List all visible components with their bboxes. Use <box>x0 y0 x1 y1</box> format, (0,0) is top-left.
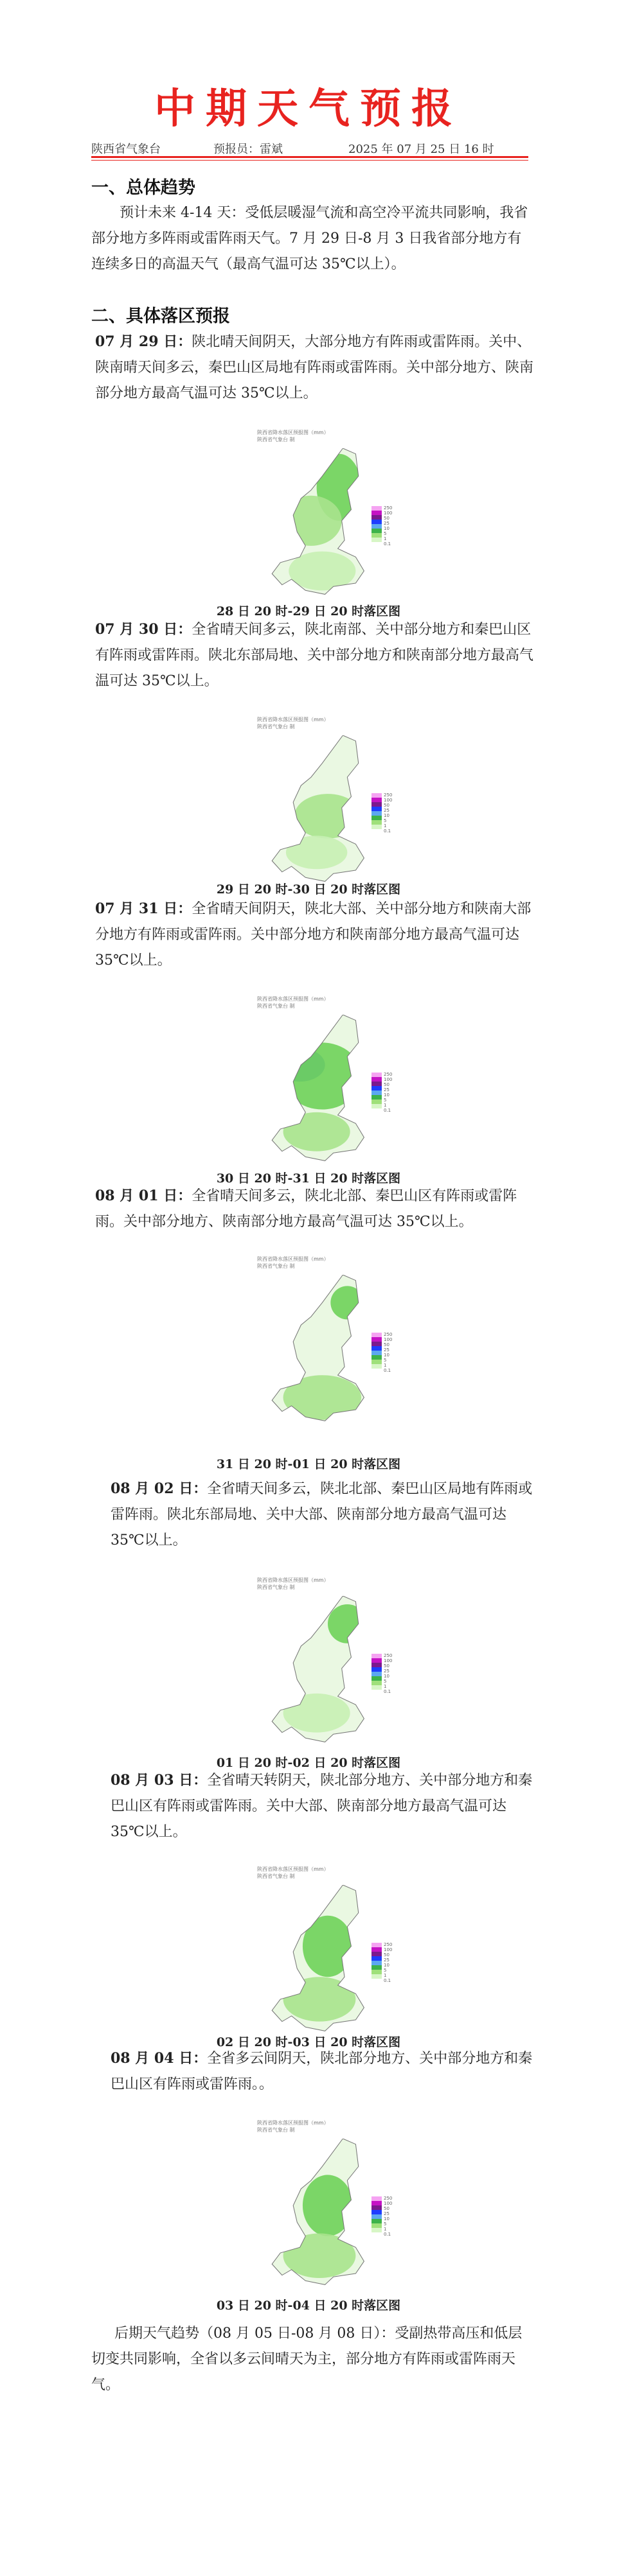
legend-swatch <box>371 1082 382 1086</box>
day-forecast-paragraph <box>95 1183 545 1235</box>
legend-swatch <box>371 811 382 816</box>
legend-label: 100 <box>384 1658 393 1663</box>
legend-label: 0.1 <box>384 1108 391 1113</box>
legend-labels <box>384 2196 392 2237</box>
legend-swatch <box>371 2196 382 2201</box>
header-meta <box>91 140 528 157</box>
legend-label: 50 <box>384 1342 389 1347</box>
map-subtitle: 陕西省气象台 制 <box>257 1003 295 1009</box>
day-text: 全省晴天转阴天，陕北部分地方、关中部分地方和秦巴山区有阵雨或雷阵雨。关中大部、陕南部分地方最高气温可达 35℃以上。 <box>111 1773 533 1840</box>
legend-label: 1 <box>384 2227 387 2232</box>
legend-label: 250 <box>384 505 393 511</box>
map-legend <box>371 793 382 829</box>
legend-swatch <box>371 1351 382 1355</box>
legend-swatch <box>371 2223 382 2228</box>
day-text: 全省晴天间多云，陕北北部、秦巴山区局地有阵雨或雷阵雨。陕北东部局地、关中大部、陕南部分地方最高气温可达 35℃以上。 <box>111 1481 533 1548</box>
legend-label: 50 <box>384 1082 389 1087</box>
legend-swatch <box>371 1073 382 1077</box>
map-legend <box>371 2196 382 2232</box>
legend-swatch <box>371 1965 382 1970</box>
legend-label: 100 <box>384 1947 393 1952</box>
legend-label: 1 <box>384 1363 387 1368</box>
later-trend-lead: 后期天气趋势（08 月 05 日-08 月 08 日）： <box>114 2326 395 2342</box>
map-header <box>257 995 366 1010</box>
legend-swatch <box>371 1104 382 1108</box>
day-date: 08 月 02 日： <box>111 1480 208 1497</box>
legend-label: 10 <box>384 813 389 818</box>
map-caption: 02 日 20 时-03 日 20 时落区图 <box>216 2035 401 2049</box>
legend-swatch <box>371 1676 382 1681</box>
forecaster: 预报员：雷斌 <box>213 143 283 156</box>
rain-area <box>286 836 347 869</box>
overall-paragraph: 预计未来 4-14 天：受低层暖湿气流和高空冷平流共同影响，我省部分地方多阵雨或雷阵雨天气。7 月 29 日-8 月 3 日我省部分地方有连续多日的高温天气（最高气温可达 35℃以上）。 <box>91 205 528 272</box>
rain-area <box>283 1694 350 1733</box>
legend-label: 25 <box>384 1087 389 1092</box>
legend-labels <box>384 793 392 834</box>
later-trend-paragraph <box>91 2321 528 2398</box>
map-caption: 03 日 20 时-04 日 20 时落区图 <box>216 2299 401 2313</box>
legend-label: 100 <box>384 511 393 516</box>
issuing-org: 陕西省气象台 <box>91 143 161 156</box>
legend-label: 5 <box>384 1358 387 1363</box>
legend-labels <box>384 1653 392 1694</box>
legend-label: 0.1 <box>384 2232 391 2237</box>
rain-area <box>283 1375 362 1419</box>
map-title: 陕西省降水落区预报图（mm） <box>257 1256 329 1262</box>
legend-label: 25 <box>384 808 389 813</box>
section-heading-detail: 二、具体落区预报 <box>91 306 230 326</box>
issue-time: 2025 年 07 月 25 日 16 时 <box>348 143 494 156</box>
legend-label: 5 <box>384 2221 387 2227</box>
map-header <box>257 716 366 730</box>
legend-swatch <box>371 816 382 820</box>
map-title: 陕西省降水落区预报图（mm） <box>257 2120 329 2126</box>
legend-swatch <box>371 1681 382 1685</box>
legend-label: 5 <box>384 818 387 823</box>
legend-swatch <box>371 1091 382 1095</box>
legend-swatch <box>371 1952 382 1956</box>
day-text: 陕北晴天间阴天，大部分地方有阵雨或雷阵雨。关中、陕南晴天间多云，秦巴山区局地有阵雨或雷阵雨。关中部分地方、陕南部分地方最高气温可达 35℃以上。 <box>95 334 534 401</box>
legend-swatch <box>371 1974 382 1979</box>
map-header <box>257 2119 366 2134</box>
legend-label: 250 <box>384 1653 393 1658</box>
legend-label: 1 <box>384 1684 387 1689</box>
map-header <box>257 1256 366 1270</box>
legend-swatch <box>371 1342 382 1346</box>
legend-swatch <box>371 1086 382 1091</box>
legend-swatch <box>371 798 382 802</box>
legend-label: 10 <box>384 1092 389 1098</box>
legend-label: 250 <box>384 1332 393 1337</box>
map-header <box>257 1577 366 1591</box>
legend-swatch <box>371 1355 382 1360</box>
legend-label: 5 <box>384 531 387 536</box>
map-caption: 29 日 20 时-30 日 20 时落区图 <box>216 882 401 897</box>
map-title: 陕西省降水落区预报图（mm） <box>257 717 329 723</box>
legend-swatch <box>371 802 382 807</box>
map-subtitle: 陕西省气象台 制 <box>257 724 295 730</box>
legend-label: 25 <box>384 1958 389 1963</box>
legend-swatch <box>371 2201 382 2205</box>
legend-swatch <box>371 515 382 520</box>
day-forecast-paragraph <box>95 329 533 407</box>
map-subtitle: 陕西省气象台 制 <box>257 1873 295 1879</box>
legend-swatch <box>371 825 382 829</box>
legend-swatch <box>371 1961 382 1965</box>
legend-label: 50 <box>384 1952 389 1958</box>
legend-swatch <box>371 1943 382 1947</box>
legend-label: 10 <box>384 1674 389 1679</box>
map-caption: 30 日 20 时-31 日 20 时落区图 <box>216 1171 401 1186</box>
legend-label: 25 <box>384 1347 389 1353</box>
day-date: 07 月 30 日： <box>95 621 192 638</box>
legend-swatch <box>371 1970 382 1974</box>
header-rule-thin <box>91 160 528 161</box>
legend-swatch <box>371 1685 382 1690</box>
map-title: 陕西省降水落区预报图（mm） <box>257 996 329 1002</box>
rain-area <box>283 1112 350 1152</box>
day-text: 全省多云间阴天，陕北部分地方、关中部分地方和秦巴山区有阵雨或雷阵雨。。 <box>111 2051 533 2092</box>
legend-labels <box>384 505 392 547</box>
map-caption: 28 日 20 时-29 日 20 时落区图 <box>216 604 401 618</box>
legend-label: 50 <box>384 1663 389 1669</box>
legend-label: 50 <box>384 803 389 808</box>
legend-label: 1 <box>384 823 387 828</box>
legend-swatch <box>371 2228 382 2232</box>
legend-label: 1 <box>384 536 387 541</box>
legend-swatch <box>371 1672 382 1676</box>
page-title: 中期天气预报 <box>154 85 463 133</box>
map-header <box>257 1866 366 1880</box>
legend-label: 50 <box>384 2206 389 2211</box>
map-subtitle: 陕西省气象台 制 <box>257 1263 295 1269</box>
legend-label: 10 <box>384 1353 389 1358</box>
legend-swatch <box>371 793 382 798</box>
legend-label: 0.1 <box>384 828 391 834</box>
day-date: 07 月 29 日： <box>95 333 192 350</box>
later-trend-text: 受副热带高压和低层切变共同影响，全省以多云间晴天为主，部分地方有阵雨或雷阵雨天气。 <box>91 2326 523 2393</box>
legend-label: 10 <box>384 2216 389 2221</box>
legend-swatch <box>371 2214 382 2219</box>
legend-swatch <box>371 506 382 511</box>
legend-swatch <box>371 533 382 538</box>
day-forecast-paragraph <box>95 617 533 694</box>
map-legend <box>371 1073 382 1108</box>
map-title: 陕西省降水落区预报图（mm） <box>257 1577 329 1583</box>
legend-label: 100 <box>384 1077 393 1082</box>
map-caption: 31 日 20 时-01 日 20 时落区图 <box>216 1457 401 1471</box>
day-text: 全省晴天间多云，陕北北部、秦巴山区有阵雨或雷阵雨。关中部分地方、陕南部分地方最高气温可达 35℃以上。 <box>95 1188 517 1230</box>
day-forecast-paragraph <box>111 2046 533 2098</box>
legend-swatch <box>371 1095 382 1100</box>
legend-swatch <box>371 1360 382 1364</box>
legend-swatch <box>371 1077 382 1082</box>
day-text: 全省晴天间阴天，陕北大部、关中部分地方和陕南大部分地方有阵雨或雷阵雨。关中部分地方和陕南部分地方最高气温可达 35℃以上。 <box>95 901 532 968</box>
legend-swatch <box>371 2205 382 2210</box>
legend-label: 100 <box>384 1337 393 1342</box>
legend-swatch <box>371 1663 382 1667</box>
legend-label: 25 <box>384 1669 389 1674</box>
legend-labels <box>384 1942 392 1983</box>
day-date: 08 月 03 日： <box>111 1772 208 1789</box>
day-date: 08 月 01 日： <box>95 1187 192 1204</box>
map-subtitle: 陕西省气象台 制 <box>257 1584 295 1590</box>
day-forecast-paragraph <box>111 1767 533 1845</box>
legend-swatch <box>371 520 382 524</box>
section-heading-overall: 一、总体趋势 <box>91 178 195 198</box>
legend-label: 10 <box>384 1963 389 1968</box>
legend-swatch <box>371 2219 382 2223</box>
day-forecast-paragraph <box>95 896 533 974</box>
legend-swatch <box>371 529 382 533</box>
legend-label: 250 <box>384 1942 393 1947</box>
map-legend <box>371 1654 382 1690</box>
map-legend <box>371 506 382 542</box>
legend-label: 250 <box>384 2196 393 2201</box>
legend-label: 0.1 <box>384 1689 391 1694</box>
rain-area <box>303 2175 353 2236</box>
day-date: 07 月 31 日： <box>95 900 192 917</box>
legend-labels <box>384 1072 392 1113</box>
rain-area <box>283 1977 356 2021</box>
legend-swatch <box>371 1654 382 1658</box>
map-legend <box>371 1943 382 1979</box>
map-title: 陕西省降水落区预报图（mm） <box>257 1866 329 1872</box>
legend-swatch <box>371 1658 382 1663</box>
rain-area <box>303 1916 353 1977</box>
legend-label: 250 <box>384 793 393 798</box>
rain-area <box>283 1042 362 1109</box>
rain-area <box>330 1286 364 1319</box>
legend-swatch <box>371 1333 382 1337</box>
legend-swatch <box>371 1956 382 1961</box>
legend-label: 100 <box>384 2201 393 2206</box>
legend-swatch <box>371 1364 382 1369</box>
legend-label: 1 <box>384 1103 387 1108</box>
header-rule <box>91 156 528 158</box>
legend-label: 5 <box>384 1098 387 1103</box>
legend-label: 0.1 <box>384 541 391 547</box>
legend-label: 1 <box>384 1973 387 1978</box>
legend-label: 100 <box>384 798 393 803</box>
map-header <box>257 429 366 443</box>
legend-label: 10 <box>384 526 389 531</box>
legend-label: 0.1 <box>384 1368 391 1373</box>
legend-label: 250 <box>384 1072 393 1077</box>
legend-label: 5 <box>384 1968 387 1973</box>
legend-swatch <box>371 1667 382 1672</box>
legend-label: 5 <box>384 1679 387 1684</box>
map-subtitle: 陕西省气象台 制 <box>257 2127 295 2133</box>
map-subtitle: 陕西省气象台 制 <box>257 437 295 442</box>
day-forecast-paragraph <box>111 1476 533 1554</box>
day-text: 全省晴天间多云，陕北南部、关中部分地方和秦巴山区有阵雨或雷阵雨。陕北东部局地、关中部分地方和陕南部分地方最高气温可达 35℃以上。 <box>95 622 534 689</box>
legend-swatch <box>371 538 382 542</box>
map-caption: 01 日 20 时-02 日 20 时落区图 <box>216 1756 401 1770</box>
rain-area <box>280 496 341 546</box>
legend-swatch <box>371 1337 382 1342</box>
legend-swatch <box>371 511 382 515</box>
legend-swatch <box>371 807 382 811</box>
day-date: 08 月 04 日： <box>111 2050 208 2067</box>
map-title: 陕西省降水落区预报图（mm） <box>257 430 329 435</box>
legend-swatch <box>371 1100 382 1104</box>
legend-swatch <box>371 1346 382 1351</box>
legend-labels <box>384 1332 392 1373</box>
legend-label: 50 <box>384 516 389 521</box>
legend-label: 25 <box>384 2211 389 2216</box>
map-legend <box>371 1333 382 1369</box>
legend-label: 25 <box>384 521 389 526</box>
rain-area <box>294 794 361 838</box>
legend-label: 0.1 <box>384 1978 391 1983</box>
legend-swatch <box>371 2210 382 2214</box>
legend-swatch <box>371 1947 382 1952</box>
legend-swatch <box>371 524 382 529</box>
legend-swatch <box>371 820 382 825</box>
